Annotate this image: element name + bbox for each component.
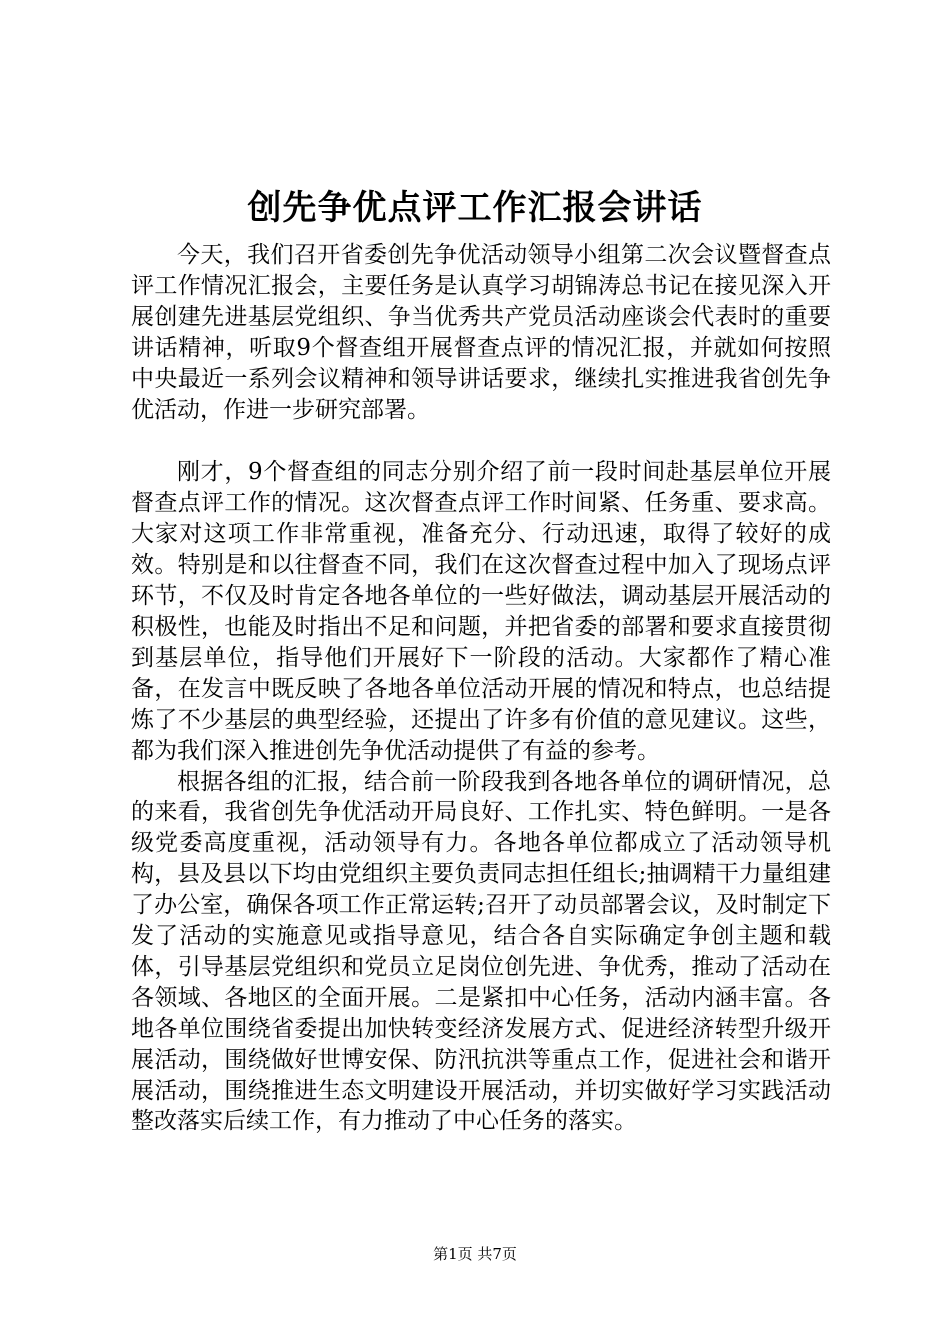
document-body xyxy=(131,240,831,1137)
page-footer: 第1页 共7页 xyxy=(433,1245,517,1263)
paragraph-spacer xyxy=(131,425,831,457)
document-title: 创先争优点评工作汇报会讲话 xyxy=(247,188,703,228)
paragraph-3: 根据各组的汇报，结合前一阶段我到各地各单位的调研情况，总的来看，我省创先争优活动开局良好、工作扎实、特色鲜明。一是各级党委高度重视，活动领导有力。各地各单位都成立了活动领导机构，县及县以下均由党组织主要负责同志担任组长;抽调精干力量组建了办公室，确保各项工作正常运转;召开了动员部署会议，及时制定下发了活动的实施意见或指导意见，结合各自实际确定争创主题和载体，引导基层党组织和党员立足岗位创先进、争优秀，推动了活动在各领域、各地区的全面开展。二是紧扣中心任务，活动内涵丰富。各地各单位围绕省委提出加快转变经济发展方式、促进经济转型升级开展活动，围绕做好世博安保、防汛抗洪等重点工作，促进社会和谐开展活动，围绕推进生态文明建设开展活动，并切实做好学习实践活动整改落实后续工作，有力推动了中心任务的落实。 xyxy=(131,768,831,1135)
paragraph-1: 今天，我们召开省委创先争优活动领导小组第二次会议暨督查点评工作情况汇报会，主要任务是认真学习胡锦涛总书记在接见深入开展创建先进基层党组织、争当优秀共产党员活动座谈会代表时的重要讲话精神，听取9个督查组开展督查点评的情况汇报，并就如何按照中央最近一系列会议精神和领导讲话要求，继续扎实推进我省创先争优活动，作进一步研究部署。 xyxy=(131,242,831,423)
paragraph-2: 刚才，9个督查组的同志分别介绍了前一段时间赴基层单位开展督查点评工作的情况。这次督查点评工作时间紧、任务重、要求高。大家对这项工作非常重视，准备充分、行动迅速，取得了较好的成效。特别是和以往督查不同，我们在这次督查过程中加入了现场点评环节，不仅及时肯定各地各单位的一些好做法，调动基层开展活动的积极性，也能及时指出不足和问题，并把省委的部署和要求直接贯彻到基层单位，指导他们开展好下一阶段的活动。大家都作了精心准备，在发言中既反映了各地各单位活动开展的情况和特点，也总结提炼了不少基层的典型经验，还提出了许多有价值的意见建议。这些，都为我们深入推进创先争优活动提供了有益的参考。 xyxy=(131,459,831,764)
